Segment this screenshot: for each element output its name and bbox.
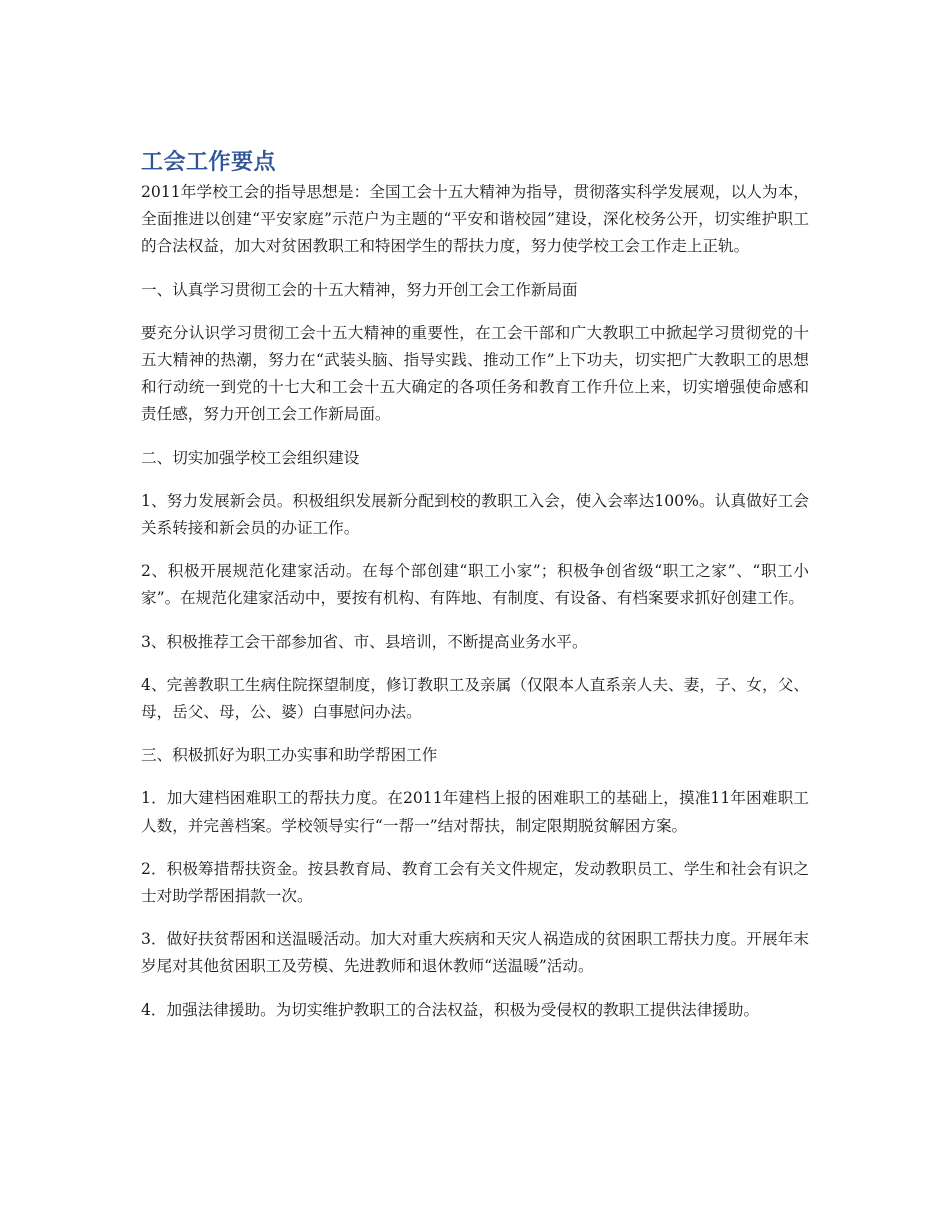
section-heading-1: 一、认真学习贯彻工会的十五大精神，努力开创工会工作新局面 <box>141 280 578 299</box>
section-heading-2: 二、切实加强学校工会组织建设 <box>141 448 360 467</box>
document-title: 工会工作要点 <box>141 150 277 175</box>
section-2-item-2: 2、积极开展规范化建家活动。在每个部创建“职工小家”；积极争创省级“职工之家”、“职工小家”。在规范化建家活动中，要按有机构、有阵地、有制度、有设备、有档案要求抓好创建工作。 <box>141 562 809 608</box>
section-3-item-3: 3．做好扶贫帮困和送温暖活动。加大对重大疾病和天灾人祸造成的贫困职工帮扶力度。开展年末岁尾对其他贫困职工及劳模、先进教师和退休教师“送温暖”活动。 <box>141 930 809 976</box>
section-heading-3: 三、积极抓好为职工办实事和助学帮困工作 <box>141 746 438 765</box>
document-page <box>141 148 809 1040</box>
section-3-item-4: 4．加强法律援助。为切实维护教职工的合法权益，积极为受侵权的教职工提供法律援助。 <box>141 1000 760 1019</box>
section-3-item-1: 1．加大建档困难职工的帮扶力度。在2011年建档上报的困难职工的基础上，摸准11年困难职工人数，并完善档案。学校领导实行“一帮一”结对帮扶，制定限期脱贫解困方案。 <box>141 789 809 835</box>
section-2-item-4: 4、完善教职工生病住院探望制度，修订教职工及亲属（仅限本人直系亲人夫、妻，子、女，父、母，岳父、母，公、婆）白事慰问办法。 <box>141 675 809 722</box>
section-2-item-1: 1、努力发展新会员。积极组织发展新分配到校的教职工入会，使入会率达100%。认真做好工会关系转接和新会员的办证工作。 <box>141 491 809 538</box>
section-1-paragraph: 要充分认识学习贯彻工会十五大精神的重要性，在工会干部和广大教职工中掀起学习贯彻党的十五大精神的热潮，努力在“武装头脑、指导实践、推动工作”上下功夫，切实把广大教职工的思想和行动统一到党的十七大和工会十五大确定的各项任务和教育工作升位上来，切实增强使命感和责任感，努力开创工会工作新局面。 <box>141 323 809 424</box>
section-3-item-2: 2．积极筹措帮扶资金。按县教育局、教育工会有关文件规定，发动教职员工、学生和社会有识之士对助学帮困捐款一次。 <box>141 859 809 906</box>
guiding-ideology-paragraph: 2011年学校工会的指导思想是：全国工会十五大精神为指导，贯彻落实科学发展观，以人为本，全面推进以创建“平安家庭”示范户为主题的“平安和谐校园”建设，深化校务公开，切实维护职工的合法权益，加大对贫困教职工和特困学生的帮扶力度，努力使学校工会工作走上正轨。 <box>141 183 809 256</box>
section-2-item-3: 3、积极推荐工会干部参加省、市、县培训，不断提高业务水平。 <box>141 632 588 651</box>
